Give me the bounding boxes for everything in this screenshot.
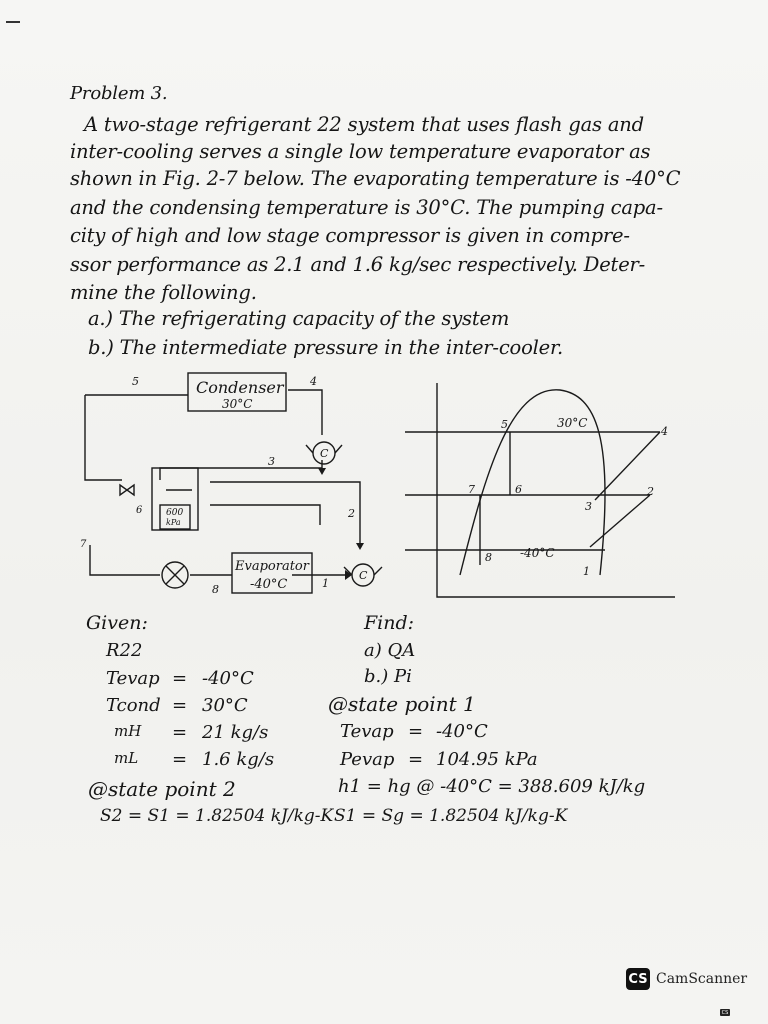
given-label: mL (114, 749, 139, 767)
given-value: 21 kg/s (202, 722, 269, 743)
find-value: 104.95 kPa (436, 749, 538, 770)
enthalpy-line: h1 = hg @ -40°C = 388.609 kJ/kg (338, 776, 646, 797)
evaporator-label: Evaporator (235, 559, 309, 574)
find-b: b.) Pi (364, 666, 412, 687)
point-2-label: 2 (348, 507, 355, 520)
given-eq: = (172, 695, 188, 716)
evaporator-temp: -40°C (250, 577, 288, 592)
given-row-tevap (106, 668, 254, 689)
condenser-label: Condenser (196, 378, 284, 397)
given-eq: = (172, 722, 188, 743)
given-value: 30°C (202, 695, 248, 716)
problem-line-6: ssor performance as 2.1 and 1.6 kg/sec respectively. Deter- (70, 253, 646, 276)
low-compressor-symbol: C (359, 569, 368, 582)
margin-mark (6, 21, 20, 23)
ph-point-7: 7 (468, 483, 475, 496)
given-label: mH (114, 722, 142, 740)
question-b: b.) The intermediate pressure in the inter-cooler. (88, 336, 563, 359)
given-refrigerant: R22 (106, 640, 143, 661)
find-value: -40°C (436, 721, 488, 742)
state1-heading: @state point 1 (328, 692, 476, 716)
problem-line-2: inter-cooling serves a single low temperature evaporator as (70, 140, 651, 163)
camscanner-badge-icon: CS (626, 968, 650, 990)
given-label: Tevap (106, 668, 160, 689)
find-heading: Find: (364, 612, 415, 634)
point-5-label: 5 (132, 375, 139, 388)
point-7-label: 7 (80, 539, 87, 550)
problem-line-4: and the condensing temperature is 30°C. The pumping capa- (70, 196, 663, 219)
find-row-pevap (340, 749, 538, 770)
high-compressor-symbol: C (320, 447, 329, 460)
find-eq: = (408, 749, 424, 770)
ph-diagram (405, 375, 680, 605)
ph-point-6: 6 (515, 483, 522, 496)
state2-entropy-line: S2 = S1 = 1.82504 kJ/kg-K (100, 806, 334, 826)
state1-entropy-line: S1 = Sg = 1.82504 kJ/kg-K (334, 806, 568, 826)
ph-point-2: 2 (647, 485, 654, 498)
point-8-label: 8 (212, 583, 219, 596)
problem-line-7: mine the following. (70, 281, 257, 304)
camscanner-name: CamScanner (656, 971, 748, 987)
find-a: a) QA (364, 640, 416, 661)
ph-point-3: 3 (585, 500, 592, 513)
flash-tank-pressure: 600 (166, 508, 184, 518)
find-row-tevap (340, 721, 488, 742)
system-schematic (60, 365, 400, 605)
given-row-mh (114, 722, 268, 743)
camscanner-mini-icon: CS (721, 1009, 729, 1016)
ph-point-4: 4 (661, 425, 668, 438)
given-label: Tcond (106, 695, 161, 716)
ph-point-8: 8 (485, 551, 492, 564)
given-value: 1.6 kg/s (202, 749, 275, 770)
given-value: -40°C (202, 668, 254, 689)
problem-line-5: city of high and low stage compressor is given in compre- (70, 224, 630, 247)
ph-low-temp: -40°C (520, 546, 555, 560)
problem-line-1: A two-stage refrigerant 22 system that uses flash gas and (84, 113, 644, 136)
find-eq: = (408, 721, 424, 742)
point-4-label: 4 (310, 375, 317, 388)
flash-tank-unit: kPa (166, 518, 181, 527)
find-label: Tevap (340, 721, 394, 742)
given-row-tcond (106, 695, 248, 716)
question-a: a.) The refrigerating capacity of the system (88, 307, 510, 330)
camscanner-logo (626, 968, 747, 990)
point-1-label: 1 (322, 577, 329, 590)
problem-heading: Problem 3. (70, 83, 168, 104)
point-6-label: 6 (136, 505, 143, 516)
problem-line-3: shown in Fig. 2-7 below. The evaporating temperature is -40°C (70, 167, 681, 190)
ph-point-1: 1 (583, 565, 590, 578)
given-heading: Given: (86, 612, 148, 634)
ph-high-temp: 30°C (557, 416, 588, 430)
state2-heading: @state point 2 (88, 777, 236, 801)
given-eq: = (172, 749, 188, 770)
find-label: Pevap (340, 749, 395, 770)
given-eq: = (172, 668, 188, 689)
condenser-temp: 30°C (222, 397, 253, 411)
point-3-label: 3 (268, 455, 275, 468)
given-row-ml (114, 749, 274, 770)
ph-point-5: 5 (501, 418, 508, 431)
